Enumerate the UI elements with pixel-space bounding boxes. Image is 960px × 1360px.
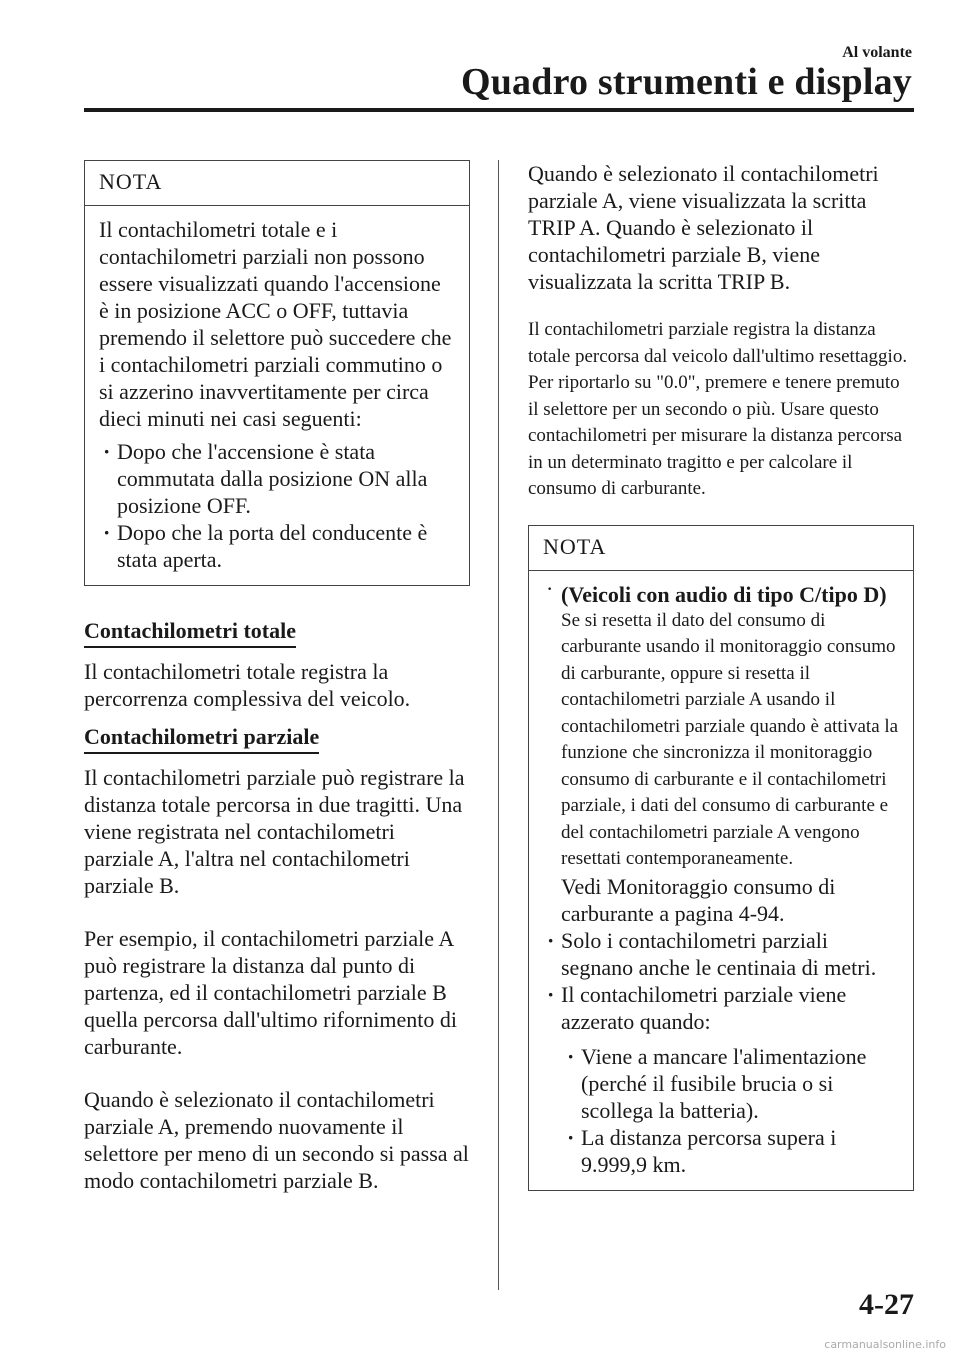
header-rule <box>84 108 914 112</box>
heading-trip-meter: Contachilometri parziale <box>84 724 319 754</box>
section-label: Al volante <box>842 44 912 61</box>
left-column <box>84 160 470 1194</box>
right-column <box>528 160 914 1191</box>
note-text: Il contachilometri totale e i contachilometri parziali non possono essere visualizzati quando l'accensione è in posizione ACC o OFF, tuttavia premendo il selettore può succedere che i contachilometri parziali commutino o si azzerino inavvertitamente per circa dieci minuti nei casi seguenti: <box>99 217 452 431</box>
note-bullet: · Dopo che l'accensione è stata commutata dalla posizione ON alla posizione OFF. <box>99 438 455 519</box>
note-bullet: · Il contachilometri parziale viene azzerato quando: <box>543 981 899 1035</box>
note-bullet-bold: · (Veicoli con audio di tipo C/tipo D) <box>561 581 887 607</box>
note-title: NOTA <box>85 161 469 206</box>
page-title: Quadro strumenti e display <box>460 61 912 103</box>
note-body <box>85 206 469 585</box>
heading-total-odometer: Contachilometri totale <box>84 618 296 648</box>
note-subbullet: · Viene a mancare l'alimentazione (perché il fusibile brucia o si scollega la batteria). <box>563 1043 899 1124</box>
note-title: NOTA <box>529 526 913 571</box>
page-number: 4-27 <box>859 1288 914 1321</box>
note-subbullet: · La distanza percorsa supera i 9.999,9 km. <box>563 1124 899 1178</box>
total-odometer-text: Il contachilometri totale registra la percorrenza complessiva del veicolo. <box>84 659 411 711</box>
note-bullet: · Dopo che la porta del conducente è stata aperta. <box>99 519 455 573</box>
note-bullet: · Solo i contachilometri parziali segnano anche le centinaia di metri. <box>543 927 899 981</box>
trip-meter-switch: Quando è selezionato il contachilometri parziale A, premendo nuovamente il selettore per meno di un secondo si passa al modo contachilometri parziale B. <box>84 1087 469 1193</box>
note-bullet <box>543 581 899 927</box>
trip-display-text: Quando è selezionato il contachilometri parziale A, viene visualizzata la scritta TRIP A. Quando è selezionato il contachilometri parziale B, viene visualizzata la scritta TRIP B. <box>528 161 879 294</box>
note-sublist <box>543 1043 899 1178</box>
watermark: carmanualsonline.info <box>824 1338 946 1351</box>
trip-meter-text: Il contachilometri parziale può registrare la distanza totale percorsa in due tragitti. Una viene registrata nel contachilometri parziale A, l'altra nel contachilometri parziale B. <box>84 765 465 898</box>
note-box-left <box>84 160 470 586</box>
trip-reset-text: Il contachilometri parziale registra la distanza totale percorsa dal veicolo dall'ultimo resettaggio. Per riportarlo su "0.0", premere e tenere premuto il selettore per un secondo o più. Usare questo contachilometri per misurare la distanza percorsa in un determinato tragitto e per calcolare il consumo di carburante. <box>528 319 908 499</box>
note-box-right <box>528 525 914 1191</box>
column-divider <box>498 160 499 1290</box>
note-bullet-detail: Se si resetta il dato del consumo di carburante usando il monitoraggio consumo di carburante, oppure si resetta il contachilometri parziale A usando il contachilometri parziale quando è attivata la funzione che sincronizza il monitoraggio consumo di carburante e il contachilometri parziale, i dati del consumo di carburante e del contachilometri parziale A vengono resettati contemporaneamente. <box>561 609 899 869</box>
note-body <box>529 571 913 1190</box>
trip-meter-example: Per esempio, il contachilometri parziale A può registrare la distanza dal punto di partenza, ed il contachilometri parziale B quella percorsa dall'ultimo rifornimento di carburante. <box>84 926 457 1059</box>
note-bullet-reference: Vedi Monitoraggio consumo di carburante a pagina 4-94. <box>561 873 836 926</box>
